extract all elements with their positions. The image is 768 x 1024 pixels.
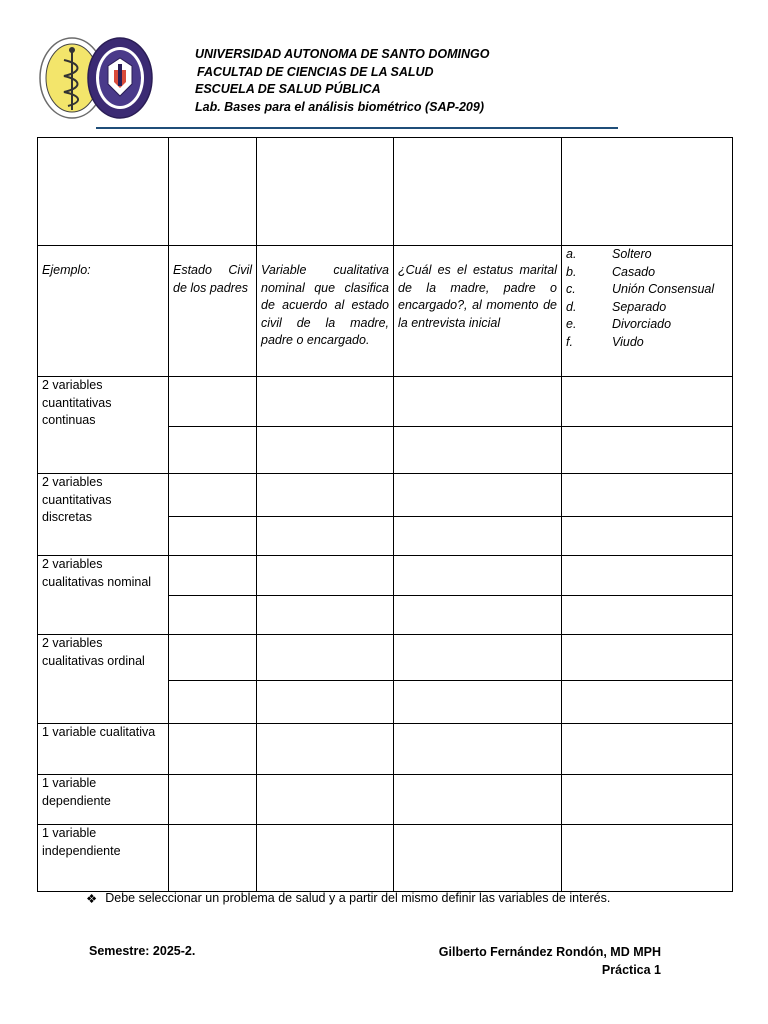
- footer-right: [439, 944, 661, 979]
- option-item: d. Separado: [566, 299, 667, 314]
- document-header: [195, 46, 489, 116]
- input-cell[interactable]: [257, 427, 394, 474]
- table-row: [38, 377, 733, 427]
- input-cell[interactable]: [169, 377, 257, 427]
- input-cell[interactable]: [257, 556, 394, 596]
- row-category: 1 variable cualitativa: [38, 724, 169, 775]
- row-category: 2 variables cuantitativas discretas: [38, 474, 169, 556]
- input-cell[interactable]: [394, 474, 562, 517]
- table-row: [38, 474, 733, 517]
- input-cell[interactable]: [394, 556, 562, 596]
- input-cell[interactable]: [562, 556, 733, 596]
- input-cell[interactable]: [169, 474, 257, 517]
- input-cell[interactable]: [169, 681, 257, 724]
- table-row: [38, 775, 733, 825]
- example-variable-type: Variable cualitativa nominal que clasifica de acuerdo al estado civil de la madre, padre o encargado.: [257, 246, 394, 377]
- instruction-text: Debe seleccionar un problema de salud y a partir del mismo definir las variables de interés.: [105, 891, 611, 905]
- input-cell[interactable]: [257, 517, 394, 556]
- header-cell: [562, 138, 733, 246]
- uasd-seal-logo: [88, 38, 152, 118]
- input-cell[interactable]: [394, 427, 562, 474]
- row-category: 1 variable independiente: [38, 825, 169, 892]
- input-cell[interactable]: [562, 474, 733, 517]
- input-cell[interactable]: [562, 517, 733, 556]
- input-cell[interactable]: [562, 681, 733, 724]
- table-header-row: [38, 138, 733, 246]
- example-variable-name: Estado Civil de los padres: [169, 246, 257, 377]
- author-name: Gilberto Fernández Rondón, MD MPH: [438, 945, 661, 959]
- input-cell[interactable]: [169, 517, 257, 556]
- input-cell[interactable]: [394, 377, 562, 427]
- header-cell: [257, 138, 394, 246]
- table-row: [38, 825, 733, 892]
- variables-table: [37, 137, 733, 892]
- university-name: UNIVERSIDAD AUTONOMA DE SANTO DOMINGO: [195, 47, 490, 61]
- input-cell[interactable]: [257, 724, 394, 775]
- input-cell[interactable]: [257, 825, 394, 892]
- table-row: [38, 635, 733, 681]
- input-cell[interactable]: [394, 517, 562, 556]
- input-cell[interactable]: [257, 596, 394, 635]
- row-category: 2 variables cualitativas nominal: [38, 556, 169, 635]
- row-category: 1 variable dependiente: [38, 775, 169, 825]
- input-cell[interactable]: [394, 681, 562, 724]
- input-cell[interactable]: [169, 635, 257, 681]
- input-cell[interactable]: [562, 427, 733, 474]
- input-cell[interactable]: [169, 825, 257, 892]
- input-cell[interactable]: [394, 724, 562, 775]
- input-cell[interactable]: [394, 635, 562, 681]
- course-name: Lab. Bases para el análisis biométrico (SAP-209): [195, 99, 485, 114]
- input-cell[interactable]: [257, 377, 394, 427]
- input-cell[interactable]: [257, 474, 394, 517]
- header-cell: [169, 138, 257, 246]
- option-item: c. Unión Consensual: [566, 282, 715, 296]
- table-row: [38, 724, 733, 775]
- option-item: b. Casado: [566, 264, 656, 279]
- row-category: 2 variables cuantitativas continuas: [38, 377, 169, 474]
- example-options: [562, 246, 733, 377]
- input-cell[interactable]: [169, 556, 257, 596]
- option-item: e. Divorciado: [566, 317, 672, 331]
- logos-svg: [38, 36, 154, 120]
- input-cell[interactable]: [169, 775, 257, 825]
- input-cell[interactable]: [169, 427, 257, 474]
- input-cell[interactable]: [257, 635, 394, 681]
- input-cell[interactable]: [562, 825, 733, 892]
- practice-label: Práctica 1: [601, 962, 661, 977]
- option-item: f. Viudo: [566, 334, 644, 349]
- semester-label: Semestre: 2025-2.: [89, 944, 196, 958]
- input-cell[interactable]: [562, 775, 733, 825]
- example-label: Ejemplo:: [38, 246, 169, 377]
- option-item: a. Soltero: [566, 247, 652, 261]
- example-question: ¿Cuál es el estatus marital de la madre, padre o encargado?, al momento de la entrevista inicial: [394, 246, 562, 377]
- table-row: [38, 556, 733, 596]
- input-cell[interactable]: [562, 724, 733, 775]
- input-cell[interactable]: [257, 681, 394, 724]
- input-cell[interactable]: [169, 724, 257, 775]
- school-name: ESCUELA DE SALUD PÚBLICA: [195, 82, 381, 96]
- input-cell[interactable]: [394, 596, 562, 635]
- input-cell[interactable]: [257, 775, 394, 825]
- input-cell[interactable]: [169, 596, 257, 635]
- row-category: 2 variables cualitativas ordinal: [38, 635, 169, 724]
- header-cell: [38, 138, 169, 246]
- diamond-bullet-icon: ❖: [86, 892, 98, 906]
- input-cell[interactable]: [394, 775, 562, 825]
- header-cell: [394, 138, 562, 246]
- input-cell[interactable]: [562, 635, 733, 681]
- faculty-name: FACULTAD DE CIENCIAS DE LA SALUD: [197, 64, 434, 79]
- input-cell[interactable]: [394, 825, 562, 892]
- instruction-note: [86, 891, 610, 906]
- university-logos: [38, 36, 154, 120]
- header-divider: [96, 127, 618, 129]
- example-row: [38, 246, 733, 377]
- input-cell[interactable]: [562, 377, 733, 427]
- input-cell[interactable]: [562, 596, 733, 635]
